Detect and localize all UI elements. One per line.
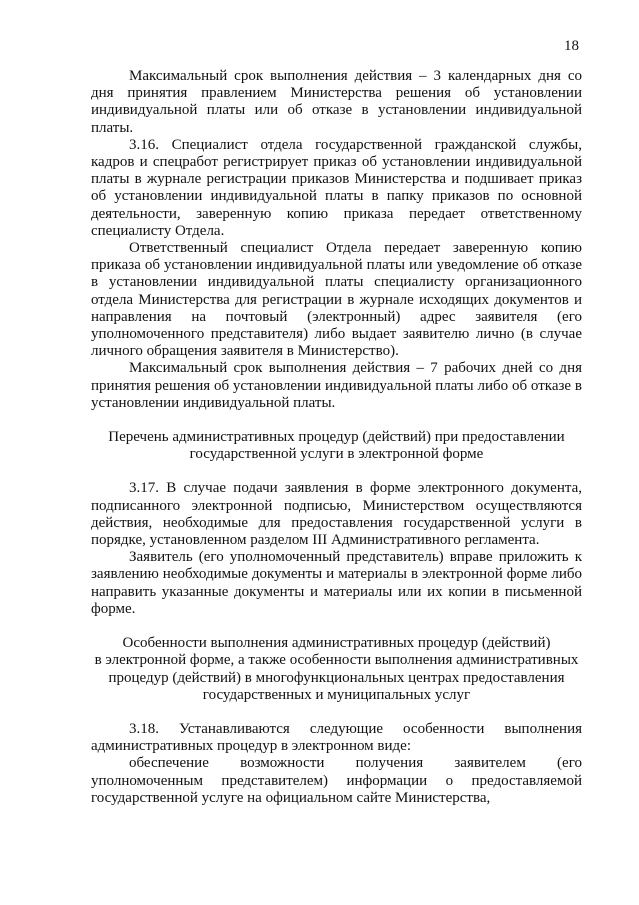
section-heading-line: государственной услуги в электронной форме [189, 446, 484, 463]
paragraph-transfer-copy: Ответственный специалист Отдела передает заверенную копию приказа об установлении индивидуальной платы или уведомление об отказе в установлении индивидуальной платы специалисту организационного отдела Министерства для регистрации в журнале исходящих документов и направления на почтовый (электронный) адрес заявителя (его уполномоченного представителя) либо выдает заявителю лично (в случае личного обращения заявителя в Министерство). [91, 240, 582, 360]
paragraph-deadline-7-days: Максимальный срок выполнения действия – 7 рабочих дней со дня принятия решения об установлении индивидуальной платы либо об отказе в установлении индивидуальной платы. [91, 360, 582, 411]
section-heading-line: Особенности выполнения административных процедур (действий) [122, 635, 551, 652]
section-heading-mfc-features [91, 635, 582, 704]
paragraph-3-18: 3.18. Устанавливаются следующие особенности выполнения административных процедур в электронном виде: [91, 720, 582, 755]
paragraph-deadline-3-days: Максимальный срок выполнения действия – 3 календарных дня со дня принятия правлением Министерства решения об установлении индивидуальной платы или об отказе в установлении индивидуальной платы. [91, 68, 582, 136]
section-heading-line: в электронной форме, а также особенности выполнения административных [94, 652, 579, 669]
paragraph-3-16: 3.16. Специалист отдела государственной гражданской службы, кадров и спецработ регистрирует приказ об установлении индивидуальной платы в журнале регистрации приказов Министерства и подшивает приказ об установлении индивидуальной платы в папку приказов по основной деятельности, заверенную копию приказа передает ответственному специалисту Отдела. [91, 136, 582, 239]
paragraph-applicant-attach: Заявитель (его уполномоченный представитель) вправе приложить к заявлению необходимые документы и материалы в электронной форме либо направить указанные документы и материалы или их копии в письменной форме. [91, 549, 582, 617]
document-body [91, 68, 582, 807]
section-heading-line: процедур (действий) в многофункциональных центрах предоставления [108, 669, 565, 686]
page-number: 18 [564, 38, 579, 54]
paragraph-info-access: обеспечение возможности получения заявителем (его уполномоченным представителем) информации о предоставляемой государственной услуге на официальном сайте Министерства, [91, 755, 582, 806]
paragraph-3-17: 3.17. В случае подачи заявления в форме электронного документа, подписанного электронной подписью, Министерством осуществляются действия, необходимые для предоставления государственной услуги в порядке, установленном разделом III Административного регламента. [91, 480, 582, 549]
section-heading-line: государственных и муниципальных услуг [202, 686, 471, 703]
section-heading-line: Перечень административных процедур (действий) при предоставлении [108, 429, 565, 446]
section-heading-electronic-procedures [91, 429, 582, 463]
